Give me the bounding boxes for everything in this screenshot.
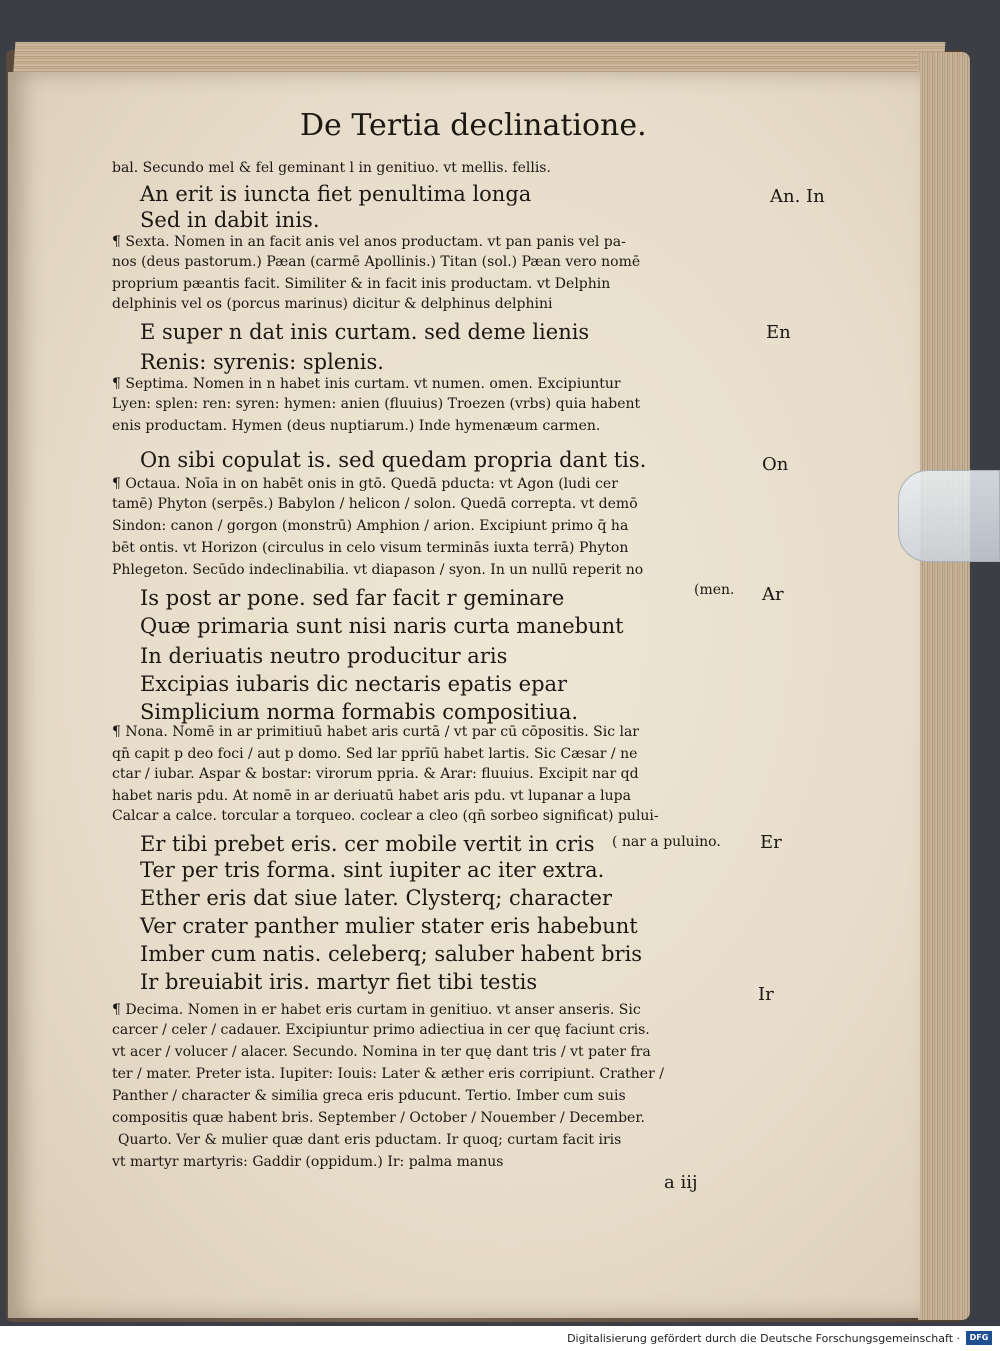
verse-line: Renis: syrenis: splenis. — [140, 350, 384, 374]
prose-line: ctar / iubar. Aspar & bostar: virorum ppria. & Arar: fluuius. Excipit nar qd — [112, 766, 639, 782]
margin-note-on: On — [762, 454, 789, 475]
footer-credit: Digitalisierung gefördert durch die Deutsche Forschungsgemeinschaft · — [567, 1332, 960, 1345]
prose-line: Calcar a calce. torcular a torqueo. coclear a cleo (qn̄ sorbeo significat) pului- — [112, 808, 659, 824]
prose-line: Quarto. Ver & mulier quæ dant eris pductam. Ir quoq; curtam facit iris — [118, 1132, 622, 1148]
prose-line: ¶ Nona. Nomē in ar primitiuū habet aris curtā / vt par cū cōpositis. Sic lar — [112, 724, 640, 740]
prose-line: Sindon: canon / gorgon (monstrū) Amphion / arion. Excipiunt primo q̄ ha — [112, 518, 629, 534]
prose-line: Lyen: splen: ren: syren: hymen: anien (fluuius) Troezen (vrbs) quia habent — [112, 396, 641, 412]
prose-line: ¶ Decima. Nomen in er habet eris curtam in genitiuo. vt anser anseris. Sic — [112, 1002, 641, 1018]
margin-note-en: En — [766, 322, 791, 343]
prose-line: tamē) Phyton (serpēs.) Babylon / helicon / solon. Quedā correpta. vt demō — [112, 496, 638, 512]
margin-note-ir: Ir — [758, 984, 774, 1005]
verse-line: Ether eris dat siue later. Clysterq; character — [140, 886, 613, 910]
running-head: De Tertia declinatione. — [300, 108, 647, 143]
verse-line: Imber cum natis. celeberq; saluber habent bris — [140, 942, 643, 966]
verse-line: Er tibi prebet eris. cer mobile vertit in cris — [140, 832, 595, 856]
signature-mark: a iij — [664, 1172, 698, 1193]
verse-line: Sed in dabit inis. — [140, 208, 320, 232]
prose-line: carcer / celer / cadauer. Excipiuntur primo adiectiua in cer quę faciunt cris. — [112, 1022, 650, 1038]
footer-bar — [0, 1326, 1000, 1351]
verse-line: Excipias iubaris dic nectaris epatis epar — [140, 672, 568, 696]
prose-line: habet naris pdu. At nomē in ar deriuatū habet aris pdu. vt lupanar a lupa — [112, 788, 631, 804]
dfg-logo-icon: DFG — [966, 1331, 992, 1345]
prose-line: vt martyr martyris: Gaddir (oppidum.) Ir: palma manus — [112, 1154, 504, 1170]
prose-line: Panther / character & similia greca eris pducunt. Tertio. Imber cum suis — [112, 1088, 626, 1104]
prose-line: vt acer / volucer / alacer. Secundo. Nomina in ter quę dant tris / vt pater fra — [112, 1044, 651, 1060]
verse-line: Ver crater panther mulier stater eris habebunt — [140, 914, 638, 938]
prose-line: proprium pæantis facit. Similiter & in facit inis productam. vt Delphin — [112, 276, 611, 292]
prose-line: nos (deus pastorum.) Pæan (carmē Apollinis.) Titan (sol.) Pæan vero nomē — [112, 254, 641, 270]
verse-line: Ter per tris forma. sint iupiter ac iter extra. — [140, 858, 605, 882]
prose-line: compositis quæ habent bris. September / October / Nouember / December. — [112, 1110, 645, 1126]
page-stack-fore-edge — [918, 52, 970, 1320]
margin-note-ar: Ar — [762, 584, 784, 605]
verse-line: Is post ar pone. sed far facit r geminare — [140, 586, 565, 610]
prose-line: ¶ Octaua. Noīa in on habēt onis in gtō. Quedā pducta: vt Agon (ludi cer — [112, 476, 618, 492]
prose-line: enis productam. Hymen (deus nuptiarum.) Inde hymenæum carmen. — [112, 418, 601, 434]
margin-note-men: (men. — [694, 582, 735, 598]
verse-line: E super n dat inis curtam. sed deme lienis — [140, 320, 590, 344]
prose-line: ¶ Septima. Nomen in n habet inis curtam. vt numen. omen. Excipiuntur — [112, 376, 621, 392]
prose-line: bal. Secundo mel & fel geminant l in genitiuo. vt mellis. fellis. — [112, 160, 551, 176]
margin-note-an-in: An. In — [770, 186, 825, 207]
verse-line: Ir breuiabit iris. martyr fiet tibi testis — [140, 970, 538, 994]
margin-note-er: Er — [760, 832, 782, 853]
prose-line: delphinis vel os (porcus marinus) dicitur & delphinus delphini — [112, 296, 553, 312]
prose-line: ter / mater. Preter ista. Iupiter: Iouis: Later & æther eris corripiunt. Crather / — [112, 1066, 664, 1082]
prose-line: bēt ontis. vt Horizon (circulus in celo visum terminās iuxta terrā) Phyton — [112, 540, 629, 556]
verse-line: On sibi copulat is. sed quedam propria dant tis. — [140, 448, 647, 472]
page-clip-marker — [898, 470, 1000, 562]
margin-note-nar: ( nar a puluino. — [612, 834, 721, 850]
prose-line: Phlegeton. Secūdo indeclinabilia. vt diapason / syon. In un nullū reperit no — [112, 562, 644, 578]
verse-line: An erit is iuncta fiet penultima longa — [140, 182, 532, 206]
verse-line: Quæ primaria sunt nisi naris curta manebunt — [140, 614, 624, 638]
prose-line: ¶ Sexta. Nomen in an facit anis vel anos productam. vt pan panis vel pa- — [112, 234, 626, 250]
prose-line: qn̄ capit p deo foci / aut p domo. Sed lar pprīū habet lartis. Sic Cæsar / ne — [112, 746, 638, 762]
verse-line: In deriuatis neutro producitur aris — [140, 644, 508, 668]
verse-line: Simplicium norma formabis compositiua. — [140, 700, 579, 724]
